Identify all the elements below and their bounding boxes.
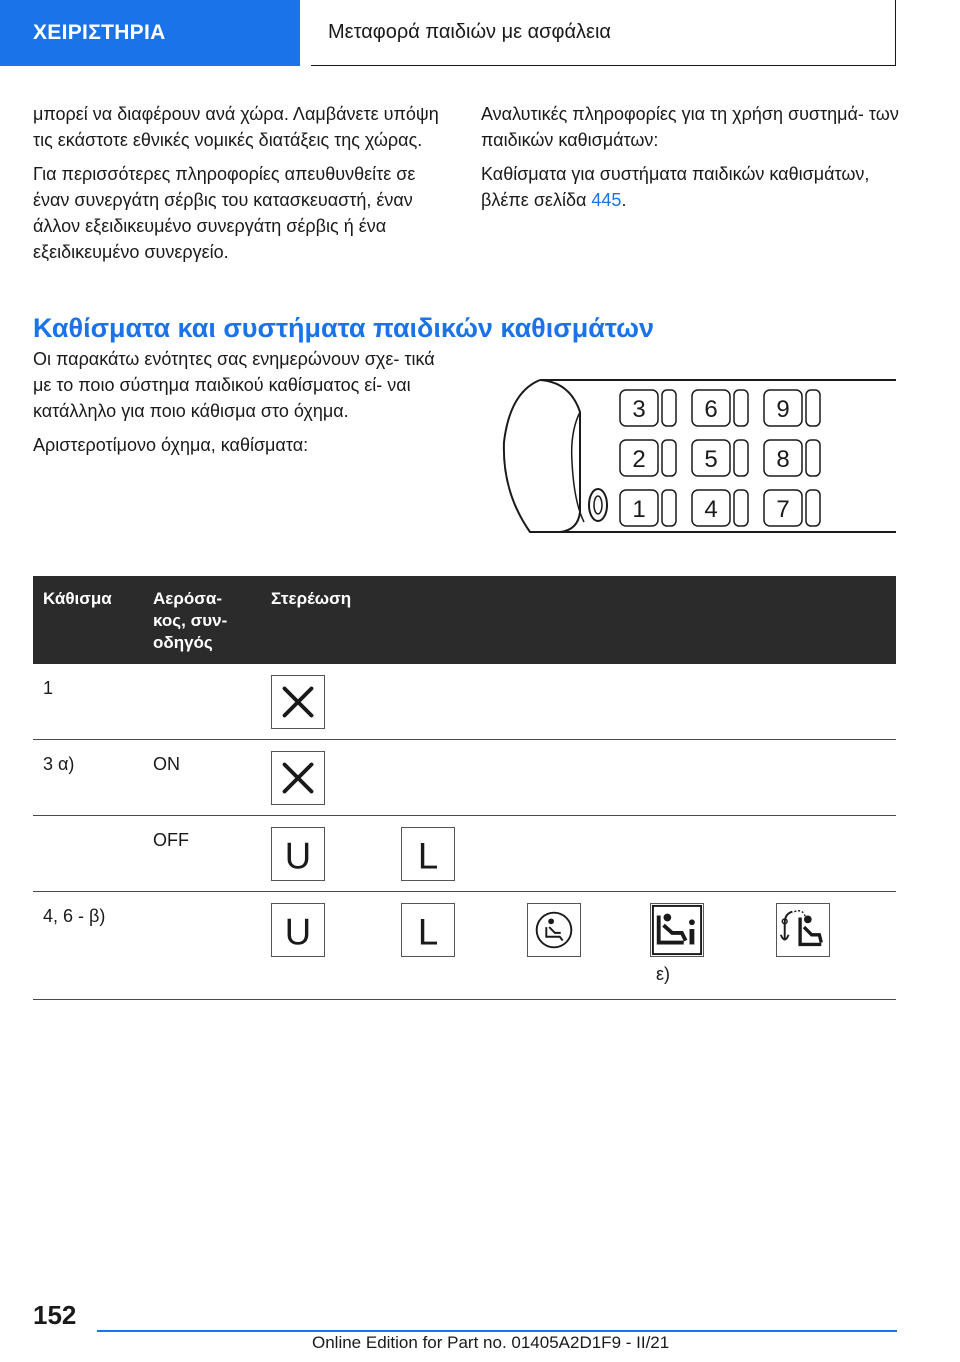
section-heading: Καθίσματα και συστήματα παιδικών καθισμάτων xyxy=(33,313,654,343)
seat-number: 8 xyxy=(776,446,790,473)
seat-cell: 3 α) xyxy=(43,754,75,774)
x-icon xyxy=(271,675,325,729)
paragraph xyxy=(481,161,901,213)
airbag-cell: ON xyxy=(153,754,180,774)
seat-layout-diagram xyxy=(500,372,896,542)
u-icon xyxy=(271,827,325,881)
seat-number: 2 xyxy=(632,446,646,473)
l-icon xyxy=(401,827,455,881)
header-seat: Κάθισμα xyxy=(43,589,112,608)
l-icon-letter: L xyxy=(417,835,439,877)
paragraph: Οι παρακάτω ενότητες σας ενημερώνουν σχε- τικά με το ποιο σύστημα παιδικού καθίσματος εί- ναι κατάλληλο για ποιο κάθισμα στο όχημα. xyxy=(33,349,435,421)
paragraph: Αναλυτικές πληροφορίες για τη χρήση συστημά- των παιδικών καθισμάτων: xyxy=(481,104,899,150)
seat-number: 1 xyxy=(632,496,646,523)
seat-cushion xyxy=(662,440,676,476)
top-tether-icon xyxy=(776,903,830,957)
table-header xyxy=(33,576,896,664)
l-icon xyxy=(401,903,455,957)
table-row xyxy=(33,664,896,740)
page-number: 152 xyxy=(33,1300,77,1330)
seat-cushion xyxy=(662,490,676,526)
header-mounting: Στερέωση xyxy=(271,589,352,608)
left-column xyxy=(33,101,451,273)
seat-number: 9 xyxy=(776,396,790,423)
seat-number: 5 xyxy=(704,446,718,473)
table-row xyxy=(33,740,896,816)
l-icon-letter: L xyxy=(417,911,439,953)
seat-number: 4 xyxy=(704,496,718,523)
right-column xyxy=(481,101,901,221)
seat-cushion xyxy=(806,440,820,476)
footnote-marker: ε) xyxy=(656,964,671,984)
section-tab[interactable]: ΧΕΙΡΙΣΤΗΡΙΑ xyxy=(0,0,300,66)
paragraph: Για περισσότερες πληροφορίες απευθυνθείτε σε έναν συνεργάτη σέρβις του κατασκευαστή, έναν άλλον εξειδικευμένο συνεργάτη σέρβις ή ένα εξειδικευμένο συνεργείο. xyxy=(33,164,416,262)
u-icon-letter: U xyxy=(284,835,312,877)
header-airbag: Αερόσα- κος, συν- οδηγός xyxy=(153,589,228,652)
seat-cushion xyxy=(734,390,748,426)
table-row xyxy=(33,892,896,1000)
footer-divider xyxy=(97,1330,897,1332)
x-icon xyxy=(271,751,325,805)
seat-cell: 4, 6 - β) xyxy=(43,906,106,926)
seat-number: 6 xyxy=(704,396,718,423)
seat-cushion xyxy=(662,390,676,426)
footer-edition-text: Online Edition for Part no. 01405A2D1F9 - II/21 xyxy=(308,1333,673,1353)
seat-cell: 1 xyxy=(43,678,54,698)
seat-cushion xyxy=(806,490,820,526)
isofix-icon xyxy=(527,903,581,957)
punctuation: . xyxy=(621,190,627,210)
steering-wheel-icon xyxy=(589,489,607,521)
page-header-title: Μεταφορά παιδιών με ασφάλεια xyxy=(311,0,896,66)
paragraph: μπορεί να διαφέρουν ανά χώρα. Λαμβάνετε υπόψη τις εκάστοτε εθνικές νομικές διατάξεις της χώρας. xyxy=(33,104,439,150)
seat-number: 7 xyxy=(776,496,790,523)
table-row xyxy=(33,816,896,892)
paragraph: Αριστεροτίμονο όχημα, καθίσματα: xyxy=(33,435,309,455)
u-icon xyxy=(271,903,325,957)
seat-cushion xyxy=(806,390,820,426)
seat-cushion xyxy=(734,440,748,476)
child-seat-table xyxy=(33,576,896,1000)
airbag-cell: OFF xyxy=(153,830,189,850)
section-intro xyxy=(33,346,453,466)
isize-icon xyxy=(650,903,704,957)
page-reference-link[interactable]: 445 xyxy=(591,190,622,210)
seat-cushion xyxy=(734,490,748,526)
paragraph-text: Καθίσματα για συστήματα παιδικών καθισμάτων, βλέπε σελίδα xyxy=(481,164,870,210)
u-icon-letter: U xyxy=(284,911,312,953)
seat-number: 3 xyxy=(632,396,646,423)
